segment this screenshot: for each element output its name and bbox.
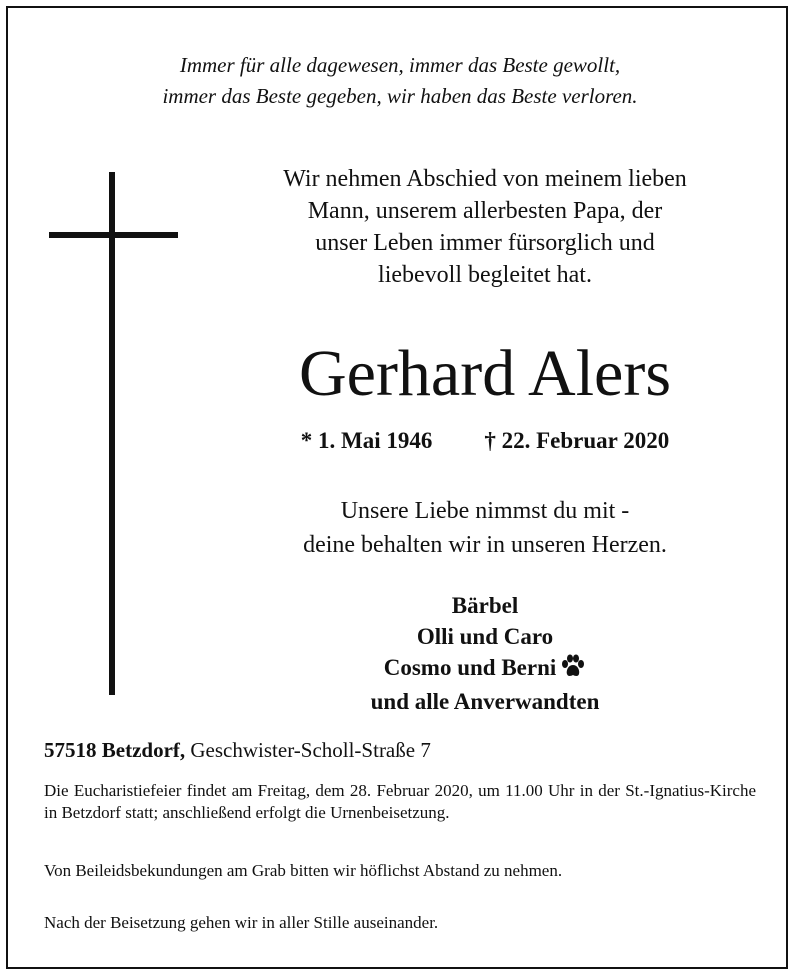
address — [44, 735, 764, 765]
closing-notice: Nach der Beisetzung gehen wir in aller Stille auseinander. — [44, 913, 439, 932]
service-notice: Die Eucharistiefeier findet am Freitag, dem 28. Februar 2020, um 11.00 Uhr in der St.-Ignatius-Kirche in Betzdorf statt; anschließend erfolgt die Urnenbeisetzung. — [44, 781, 756, 822]
quote — [195, 494, 775, 562]
intro-line-2: Mann, unserem allerbesten Papa, der — [307, 198, 663, 224]
family-signature — [195, 590, 775, 717]
family-line-2: Olli und Caro — [416, 624, 554, 649]
family-line-1: Bärbel — [451, 593, 519, 618]
family-line-3-text: Cosmo und Berni — [383, 655, 557, 680]
intro-line-1: Wir nehmen Abschied von meinem lieben — [283, 166, 687, 192]
condolence-notice: Von Beileidsbekundungen am Grab bitten wir höflichst Abstand zu nehmen. — [44, 861, 563, 880]
quote-line-1: Unsere Liebe nimmst du mit - — [340, 498, 630, 524]
intro-line-3: unser Leben immer fürsorglich und — [315, 230, 655, 256]
motto-line-1: Immer für alle dagewesen, immer das Beste gewollt, — [179, 53, 621, 77]
cross-icon-vertical — [109, 172, 115, 695]
birth-date: * 1. Mai 1946 — [300, 428, 433, 453]
intro-text — [195, 163, 775, 291]
paw-print-icon — [560, 654, 586, 686]
address-city: 57518 Betzdorf, — [44, 738, 186, 762]
page-border — [6, 6, 788, 969]
deceased-name: Gerhard Alers — [298, 337, 672, 410]
life-dates — [195, 424, 775, 458]
intro-line-4: liebevoll begleitet hat. — [378, 262, 592, 288]
cross-icon-horizontal — [49, 232, 178, 238]
death-date: † 22. Februar 2020 — [484, 428, 670, 453]
family-line-4: und alle Anverwandten — [370, 689, 600, 714]
family-line-3 — [195, 652, 775, 686]
motto-line-2: immer das Beste gegeben, wir haben das Beste verloren. — [162, 84, 638, 108]
quote-line-2: deine behalten wir in unseren Herzen. — [303, 532, 667, 558]
motto — [0, 50, 800, 112]
address-street: Geschwister-Scholl-Straße 7 — [190, 738, 431, 762]
